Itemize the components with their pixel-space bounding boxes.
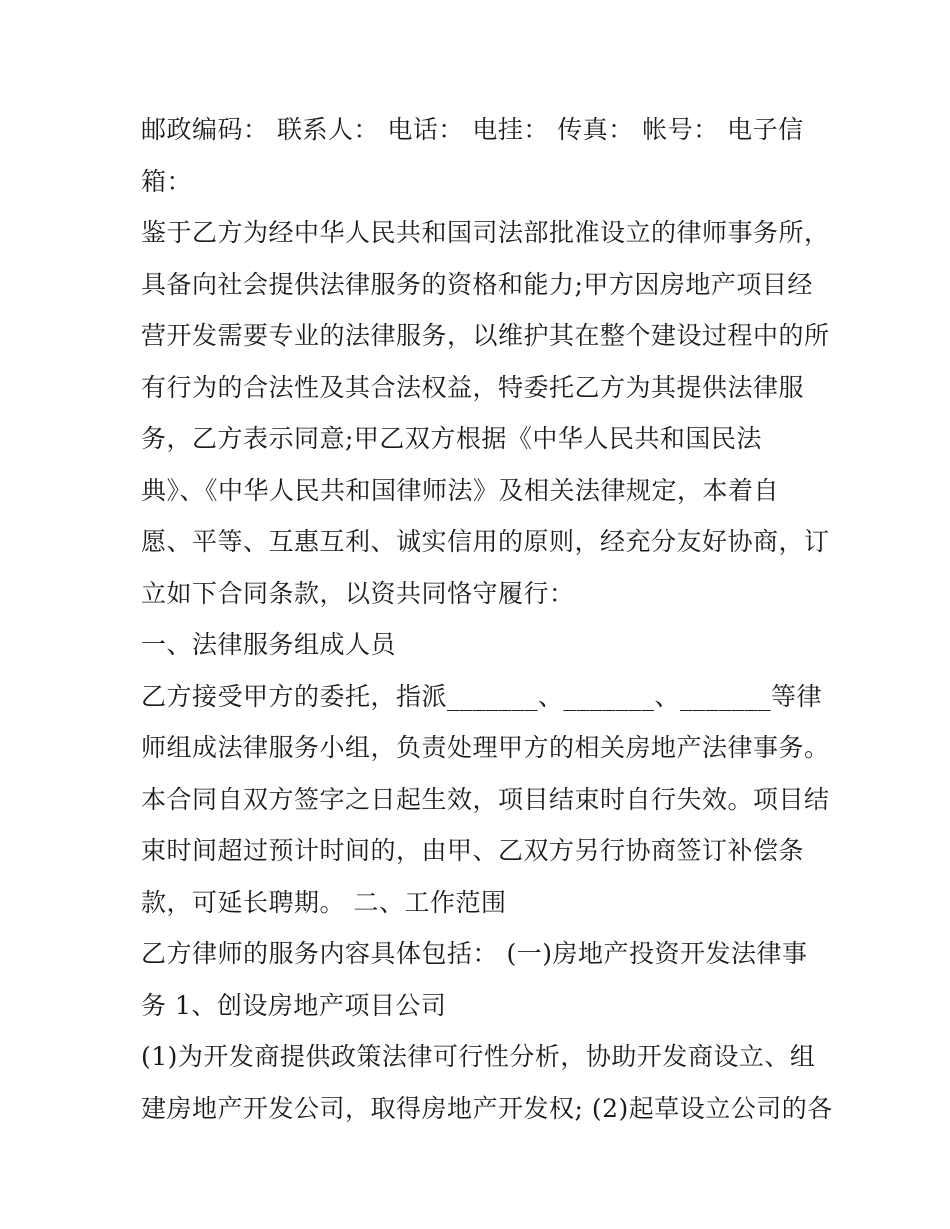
text-line: 营开发需要专业的法律服务，以维护其在整个建设过程中的所 (141, 321, 830, 350)
text-line: 建房地产开发公司，取得房地产开发权; (2)起草设立公司的各 (141, 1093, 833, 1123)
section-heading: 一、法律服务组成人员 (141, 630, 397, 659)
document-body (141, 104, 833, 1134)
text-line: 有行为的合法性及其合法权益，特委托乙方为其提供法律服 (141, 372, 805, 402)
text-line: 邮政编码： 联系人： 电话： 电挂： 传真： 帐号： 电子信 (141, 115, 804, 144)
text-line: (1)为开发商提供政策法律可行性分析，协助开发商设立、组 (141, 1042, 816, 1071)
text-line: 乙方接受甲方的委托，指派_______、_______、_______等律 (141, 681, 823, 711)
text-line: 箱： (141, 166, 193, 196)
text-line: 鉴于乙方为经中华人民共和国司法部批准设立的律师事务所， (141, 218, 830, 247)
text-line: 款，可延长聘期。 二、工作范围 (141, 887, 507, 917)
text-line: 愿、平等、互惠互利、诚实信用的原则，经充分友好协商，订 (141, 527, 830, 556)
text-line: 束时间超过预计时间的，由甲、乙双方另行协商签订补偿条 (141, 836, 805, 865)
text-line: 典》、《中华人民共和国律师法》及相关法律规定，本着自 (141, 475, 780, 505)
text-line: 务 1、创设房地产项目公司 (141, 990, 447, 1020)
text-line: 本合同自双方签字之日起生效，项目结束时自行失效。项目结 (141, 784, 830, 814)
text-line: 立如下合同条款，以资共同恪守履行： (141, 578, 575, 608)
text-line: 师组成法律服务小组，负责处理甲方的相关房地产法律事务。 (141, 733, 830, 762)
text-line: 乙方律师的服务内容具体包括： (一)房地产投资开发法律事 (141, 939, 808, 968)
text-line: 具备向社会提供法律服务的资格和能力;甲方因房地产项目经 (141, 269, 813, 299)
text-line: 务，乙方表示同意;甲乙双方根据《中华人民共和国民法 (141, 424, 762, 453)
